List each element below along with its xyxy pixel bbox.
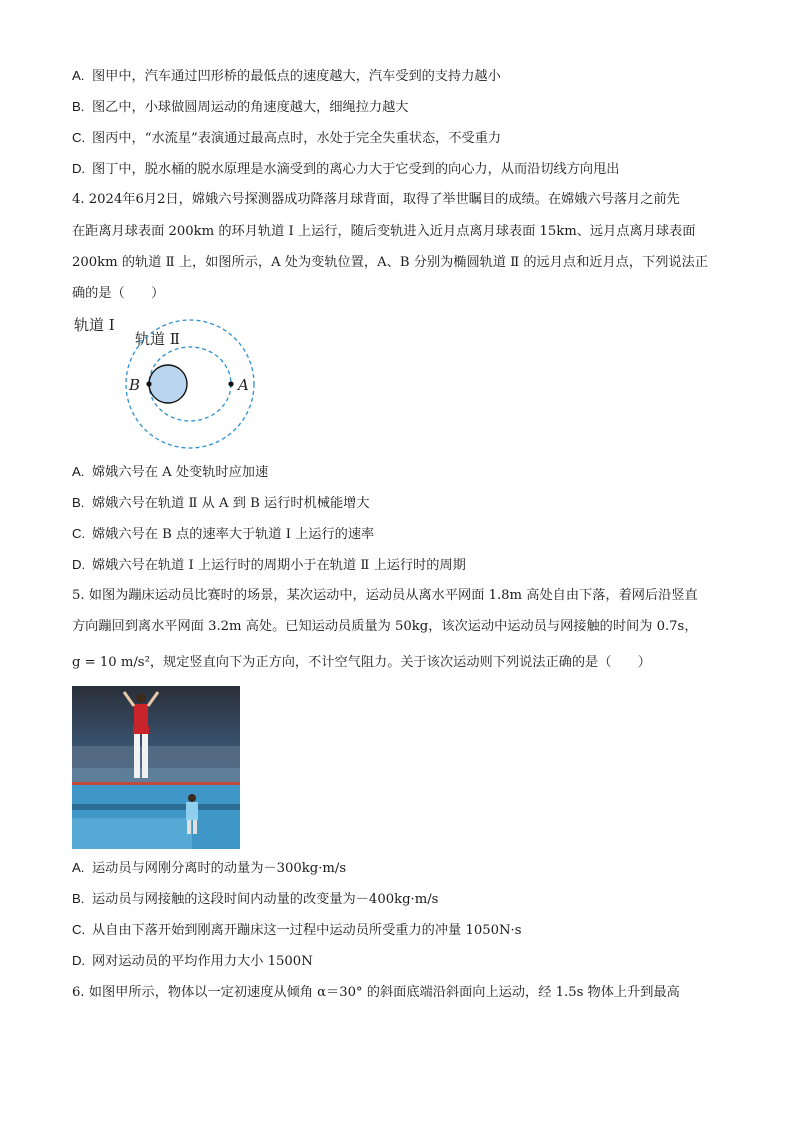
q5-option-c [72,920,754,941]
orbit2-label: 轨道 Ⅱ [135,330,180,348]
q5-option-b [72,889,754,910]
option-text: 嫦娥六号在 B 点的速率大于轨道 Ⅰ 上运行的速率 [92,527,375,542]
q3-option-a [72,66,754,87]
q4-option-d [72,555,754,576]
option-letter: A. [72,68,85,83]
q3-option-d [72,159,754,180]
option-letter: D. [72,557,86,572]
q5-stem-line-1: 5. 如图为蹦床运动员比赛时的场景，某次运动中，运动员从离水平网面 1.8m 高处自由下落，着网后沿竖直 [72,588,698,603]
option-text: 运动员与网刚分离时的动量为－300kg·m/s [92,861,347,876]
orbit-diagram [72,312,272,452]
option-letter: D. [72,953,86,968]
option-text: 图丁中，脱水桶的脱水原理是水滴受到的离心力大于它受到的向心力，从而沿切线方向甩出 [92,162,620,177]
option-letter: B. [72,891,85,906]
option-letter: D. [72,161,86,176]
q4-option-b [72,493,754,514]
option-text: 从自由下落开始到刚离开蹦床这一过程中运动员所受重力的冲量 1050N·s [92,923,522,938]
q4-option-c [72,524,754,545]
trampoline-photo [72,686,240,849]
q5-option-d [72,951,754,972]
option-letter: C. [72,526,86,541]
option-letter: A. [72,464,85,479]
option-text: 图甲中，汽车通过凹形桥的最低点的速度越大，汽车受到的支持力越小 [92,69,501,84]
point-b-dot [146,381,151,386]
trampoline-photo-drawing [72,686,240,849]
q4-stem-line-1: 4. 2024年6月2日，嫦娥六号探测器成功降落月球背面，取得了举世瞩目的成绩。在嫦娥六号落月之前先 [72,192,680,207]
option-letter: C. [72,922,86,937]
q4-stem-line-4: 确的是（ ） [72,286,165,301]
q5-stem-line-3: g = 10 m/s²，规定竖直向下为正方向，不计空气阻力。关于该次运动则下列说法正确的是（ ） [72,655,651,670]
option-text: 嫦娥六号在轨道 Ⅰ 上运行时的周期小于在轨道 Ⅱ 上运行时的周期 [92,558,466,573]
q5-option-a [72,858,754,879]
option-letter: C. [72,130,86,145]
option-text: 图丙中，“水流星”表演通过最高点时，水处于完全失重状态，不受重力 [92,131,502,146]
option-letter: B. [72,495,85,510]
option-text: 运动员与网接触的这段时间内动量的改变量为－400kg·m/s [92,892,439,907]
q4-option-a [72,462,754,483]
q3-option-c [72,128,754,149]
option-letter: B. [72,99,85,114]
point-b-label: B [129,376,141,394]
q4-stem-line-2: 在距离月球表面 200km 的环月轨道 Ⅰ 上运行，随后变轨进入近月点离月球表面 15km、远月点离月球表面 [72,224,696,239]
q5-stem-line-2: 方向蹦回到离水平网面 3.2m 高处。已知运动员质量为 50kg，该次运动中运动员与网接触的时间为 0.7s， [72,619,698,634]
point-a-label: A [238,376,249,394]
option-text: 图乙中，小球做圆周运动的角速度越大，细绳拉力越大 [92,100,409,115]
q6-stem-line-1: 6. 如图甲所示，物体以一定初速度从倾角 α＝30° 的斜面底端沿斜面向上运动，经 1.5s 物体上升到最高 [72,985,680,1000]
point-a-dot [228,381,233,386]
moon-circle [149,365,187,403]
option-text: 网对运动员的平均作用力大小 1500N [92,954,313,969]
q3-option-b [72,97,754,118]
q4-stem-line-3: 200km 的轨道 Ⅱ 上，如图所示，A 处为变轨位置，A、B 分别为椭圆轨道 Ⅱ 的远月点和近月点，下列说法正 [72,255,708,270]
orbit1-label: 轨道 Ⅰ [74,316,115,334]
option-text: 嫦娥六号在 A 处变轨时应加速 [92,465,269,480]
option-text: 嫦娥六号在轨道 Ⅱ 从 A 到 B 运行时机械能增大 [92,496,370,511]
option-letter: A. [72,860,85,875]
